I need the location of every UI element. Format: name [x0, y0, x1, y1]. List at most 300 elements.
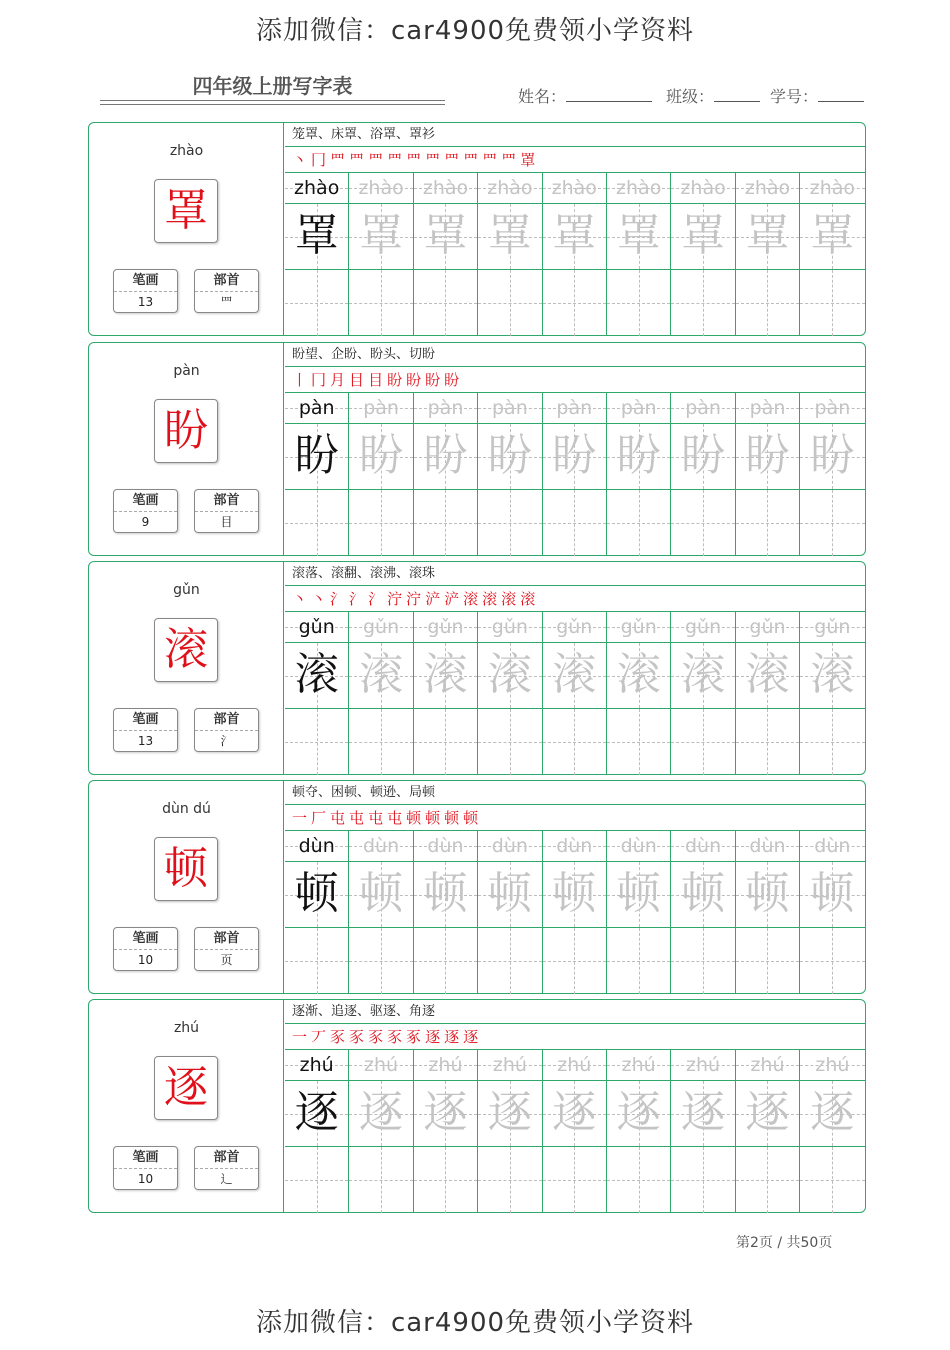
character-cell[interactable] — [607, 862, 671, 928]
pinyin-trace: gǔn — [363, 616, 400, 638]
character-trace: 顿 — [681, 868, 726, 919]
pinyin-cell[interactable] — [285, 612, 349, 643]
pinyin-cell[interactable] — [671, 831, 735, 862]
character-pinyin: zhào — [169, 143, 204, 159]
character-pinyin: pàn — [173, 363, 200, 379]
pinyin-cell[interactable] — [414, 612, 478, 643]
practice-panel — [285, 1000, 865, 1212]
stroke-step: 罒 — [387, 151, 403, 169]
blank-practice-cell[interactable] — [543, 709, 607, 775]
pinyin-trace: dùn — [298, 835, 335, 857]
stroke-step: 罒 — [330, 151, 346, 169]
practice-grid — [285, 173, 865, 336]
pinyin-trace: gǔn — [298, 616, 335, 638]
character-trace: 逐 — [681, 1087, 726, 1138]
class-blank[interactable] — [714, 88, 760, 102]
pinyin-cell[interactable] — [478, 612, 542, 643]
character-trace: 罩 — [294, 210, 339, 261]
pinyin-trace: zhào — [744, 177, 791, 199]
strokes-label: 笔画 — [114, 490, 177, 512]
character-cell[interactable] — [800, 643, 864, 709]
pinyin-trace: pàn — [814, 397, 851, 419]
stroke-step: 丶 — [292, 151, 308, 169]
blank-practice-cell[interactable] — [478, 270, 542, 336]
stroke-step: 一 — [292, 1028, 308, 1046]
blank-practice-cell[interactable] — [285, 270, 349, 336]
pinyin-cell[interactable] — [478, 393, 542, 424]
radical-value: 罒 — [220, 295, 233, 309]
character-cell[interactable] — [285, 1081, 349, 1147]
pinyin-trace: zhào — [551, 177, 597, 199]
character-card — [88, 122, 866, 336]
strokes-count: 13 — [137, 295, 154, 309]
character-trace: 顿 — [745, 868, 790, 919]
character-trace: 罩 — [810, 210, 855, 261]
title-underline — [100, 100, 445, 101]
character-trace: 盼 — [616, 430, 661, 481]
strokes-count-box — [113, 489, 178, 533]
pinyin-trace: gǔn — [491, 616, 528, 638]
stroke-step: 罒 — [368, 151, 384, 169]
stroke-step: 罒 — [482, 151, 498, 169]
character-cell[interactable] — [607, 1081, 671, 1147]
pinyin-trace: pàn — [556, 397, 593, 419]
character-trace: 逐 — [616, 1087, 661, 1138]
blank-practice-cell[interactable] — [800, 270, 864, 336]
blank-practice-cell[interactable] — [543, 1147, 607, 1213]
strokes-count-box — [113, 269, 178, 313]
pinyin-trace: gǔn — [814, 616, 851, 638]
character-cell[interactable] — [414, 1081, 478, 1147]
blank-practice-cell[interactable] — [800, 490, 864, 556]
radical-value: 目 — [220, 515, 233, 529]
blank-practice-cell[interactable] — [736, 1147, 800, 1213]
character-cell[interactable] — [543, 643, 607, 709]
character-trace: 逐 — [294, 1087, 339, 1138]
practice-grid — [285, 393, 865, 556]
character-trace: 罩 — [423, 210, 468, 261]
character-cell[interactable] — [800, 862, 864, 928]
example-words: 滚落、滚翻、滚沸、滚珠 — [285, 562, 865, 586]
stroke-step: 豕 — [387, 1028, 403, 1046]
character-cell[interactable] — [671, 424, 735, 490]
blank-practice-cell[interactable] — [285, 928, 349, 994]
pinyin-trace: pàn — [427, 397, 464, 419]
character-trace: 滚 — [552, 649, 597, 700]
strokes-label: 笔画 — [114, 1147, 177, 1169]
pinyin-trace: zhú — [364, 1054, 399, 1076]
radical-value: 氵 — [220, 734, 233, 748]
blank-practice-cell[interactable] — [671, 709, 735, 775]
character-cell[interactable] — [607, 643, 671, 709]
blank-practice-cell[interactable] — [607, 270, 671, 336]
blank-practice-cell[interactable] — [543, 270, 607, 336]
pinyin-cell[interactable] — [478, 1050, 542, 1081]
character-trace: 罩 — [681, 210, 726, 261]
blank-practice-cell[interactable] — [736, 928, 800, 994]
stroke-step: 冂 — [311, 151, 327, 169]
blank-practice-cell[interactable] — [349, 928, 413, 994]
character-cell[interactable] — [736, 643, 800, 709]
blank-practice-cell[interactable] — [736, 490, 800, 556]
character-cell[interactable] — [349, 424, 413, 490]
character-trace: 滚 — [359, 649, 404, 700]
pinyin-cell[interactable] — [671, 1050, 735, 1081]
blank-practice-cell[interactable] — [285, 709, 349, 775]
character-cell[interactable] — [478, 424, 542, 490]
character-cell[interactable] — [349, 862, 413, 928]
pinyin-cell[interactable] — [543, 831, 607, 862]
character-trace: 逐 — [745, 1087, 790, 1138]
stroke-step: 豕 — [368, 1028, 384, 1046]
stroke-step: 丨 — [292, 371, 308, 389]
name-label: 姓名： — [518, 87, 567, 106]
stroke-step: 一 — [292, 809, 308, 827]
character-trace: 盼 — [810, 430, 855, 481]
pinyin-cell[interactable] — [349, 173, 413, 204]
pinyin-cell[interactable] — [671, 173, 735, 204]
blank-practice-cell[interactable] — [478, 709, 542, 775]
stroke-step: 氵 — [349, 590, 365, 608]
character-cell[interactable] — [800, 424, 864, 490]
pinyin-cell[interactable] — [736, 1050, 800, 1081]
strokes-count-box — [113, 927, 178, 971]
pinyin-cell[interactable] — [285, 831, 349, 862]
character-trace: 顿 — [487, 868, 532, 919]
character-cell[interactable] — [349, 204, 413, 270]
blank-practice-cell[interactable] — [349, 1147, 413, 1213]
character-cell[interactable] — [671, 862, 735, 928]
character-cell[interactable] — [414, 643, 478, 709]
blank-practice-cell[interactable] — [671, 928, 735, 994]
character-cell[interactable] — [607, 424, 671, 490]
character-trace: 盼 — [294, 430, 339, 481]
stroke-step: 罒 — [501, 151, 517, 169]
character-trace: 顿 — [294, 868, 339, 919]
character-trace: 盼 — [487, 430, 532, 481]
pinyin-cell[interactable] — [607, 612, 671, 643]
pinyin-cell[interactable] — [285, 393, 349, 424]
radical-box — [194, 269, 259, 313]
student-id-field[interactable] — [770, 84, 864, 107]
pinyin-cell[interactable] — [736, 393, 800, 424]
stroke-step: 目 — [349, 371, 365, 389]
character-cell[interactable] — [736, 862, 800, 928]
pinyin-cell[interactable] — [349, 612, 413, 643]
blank-practice-cell[interactable] — [543, 490, 607, 556]
character-cell[interactable] — [607, 204, 671, 270]
pinyin-trace: gǔn — [620, 616, 657, 638]
pinyin-cell[interactable] — [671, 612, 735, 643]
pinyin-cell[interactable] — [414, 1050, 478, 1081]
character-display: 逐 — [154, 1056, 218, 1120]
watermark-banner-top: 添加微信：car4900免费领小学资料 — [255, 16, 695, 46]
blank-practice-cell[interactable] — [736, 270, 800, 336]
stroke-step: 罒 — [444, 151, 460, 169]
stroke-step: 丶 — [292, 590, 308, 608]
character-card — [88, 780, 866, 994]
character-cell[interactable] — [414, 862, 478, 928]
pinyin-cell[interactable] — [414, 831, 478, 862]
radical-value: 辶 — [220, 1172, 233, 1186]
watermark-banner-bottom: 添加微信：car4900免费领小学资料 — [255, 1308, 695, 1338]
stroke-step: 屯 — [330, 809, 346, 827]
character-trace: 顿 — [810, 868, 855, 919]
character-trace: 罩 — [616, 210, 661, 261]
pinyin-trace: pàn — [363, 397, 399, 419]
pinyin-cell[interactable] — [543, 612, 607, 643]
pinyin-cell[interactable] — [285, 1050, 349, 1081]
pinyin-trace: zhú — [815, 1054, 850, 1076]
pinyin-trace: zhú — [557, 1054, 592, 1076]
blank-practice-cell[interactable] — [414, 270, 478, 336]
stroke-step: 盼 — [425, 371, 441, 389]
stroke-step: 罒 — [406, 151, 422, 169]
example-words: 盼望、企盼、盼头、切盼 — [285, 343, 865, 367]
pinyin-trace: zhào — [680, 177, 726, 199]
character-display: 盼 — [154, 399, 218, 463]
character-cell[interactable] — [543, 1081, 607, 1147]
pinyin-trace: dùn — [491, 835, 528, 857]
character-cell[interactable] — [285, 424, 349, 490]
pinyin-cell[interactable] — [800, 1050, 864, 1081]
strokes-count-box — [113, 1146, 178, 1190]
character-trace: 顿 — [552, 868, 597, 919]
character-info-panel — [89, 781, 284, 993]
pinyin-cell[interactable] — [285, 173, 349, 204]
blank-practice-cell[interactable] — [607, 709, 671, 775]
blank-practice-cell[interactable] — [607, 1147, 671, 1213]
pinyin-cell[interactable] — [800, 612, 864, 643]
blank-practice-cell[interactable] — [736, 709, 800, 775]
stroke-step: 浐 — [425, 590, 441, 608]
pinyin-cell[interactable] — [543, 173, 607, 204]
pinyin-trace: pàn — [620, 397, 657, 419]
character-cell[interactable] — [543, 862, 607, 928]
character-cell[interactable] — [414, 424, 478, 490]
pinyin-trace: zhú — [299, 1054, 334, 1076]
stroke-order — [285, 805, 865, 831]
character-cell[interactable] — [414, 204, 478, 270]
blank-practice-cell[interactable] — [800, 928, 864, 994]
stroke-step: 罒 — [425, 151, 441, 169]
character-trace: 盼 — [359, 430, 404, 481]
strokes-label: 笔画 — [114, 709, 177, 731]
character-cell[interactable] — [543, 204, 607, 270]
character-cell[interactable] — [671, 643, 735, 709]
pinyin-trace: pàn — [685, 397, 721, 419]
character-pinyin: zhú — [173, 1020, 200, 1036]
practice-panel — [285, 781, 865, 993]
radical-label: 部首 — [195, 490, 258, 512]
blank-practice-cell[interactable] — [478, 490, 542, 556]
blank-practice-cell[interactable] — [800, 709, 864, 775]
stroke-step: 盼 — [444, 371, 460, 389]
character-cell[interactable] — [543, 424, 607, 490]
pinyin-cell[interactable] — [349, 1050, 413, 1081]
title-underline-double — [100, 104, 445, 105]
character-trace: 逐 — [810, 1087, 855, 1138]
strokes-count: 13 — [137, 734, 154, 748]
stroke-step: 浐 — [444, 590, 460, 608]
character-card — [88, 342, 866, 556]
stroke-step: 屯 — [387, 809, 403, 827]
stroke-step: 豕 — [330, 1028, 346, 1046]
stroke-step: 冂 — [311, 371, 327, 389]
blank-practice-cell[interactable] — [607, 490, 671, 556]
stroke-step: 目 — [368, 371, 384, 389]
character-trace: 滚 — [423, 649, 468, 700]
stroke-step: 罒 — [463, 151, 479, 169]
pinyin-trace: pàn — [492, 397, 528, 419]
pinyin-cell[interactable] — [414, 173, 478, 204]
strokes-count: 10 — [137, 953, 154, 967]
character-cell[interactable] — [478, 1081, 542, 1147]
character-cell[interactable] — [349, 643, 413, 709]
character-cell[interactable] — [671, 204, 735, 270]
strokes-count: 9 — [141, 515, 150, 529]
blank-practice-cell[interactable] — [414, 1147, 478, 1213]
blank-practice-cell[interactable] — [414, 490, 478, 556]
blank-practice-cell[interactable] — [414, 928, 478, 994]
stroke-step: 厂 — [311, 809, 327, 827]
blank-practice-cell[interactable] — [349, 490, 413, 556]
practice-panel — [285, 123, 865, 335]
pinyin-trace: zhú — [428, 1054, 463, 1076]
blank-practice-cell[interactable] — [349, 709, 413, 775]
pinyin-trace: zhào — [487, 177, 533, 199]
blank-practice-cell[interactable] — [671, 490, 735, 556]
character-cell[interactable] — [736, 424, 800, 490]
radical-box — [194, 927, 259, 971]
class-label: 班级： — [666, 87, 715, 106]
character-trace: 罩 — [745, 210, 790, 261]
pinyin-cell[interactable] — [800, 831, 864, 862]
practice-grid — [285, 612, 865, 775]
pinyin-trace: zhào — [616, 177, 662, 199]
blank-practice-cell[interactable] — [607, 928, 671, 994]
stroke-step: 屯 — [349, 809, 365, 827]
blank-practice-cell[interactable] — [478, 928, 542, 994]
pinyin-trace: dùn — [556, 835, 593, 857]
class-field[interactable] — [666, 84, 760, 107]
blank-practice-cell[interactable] — [478, 1147, 542, 1213]
character-pinyin: dùn dú — [162, 801, 211, 817]
character-cell[interactable] — [349, 1081, 413, 1147]
character-cell[interactable] — [736, 204, 800, 270]
radical-label: 部首 — [195, 270, 258, 292]
stroke-order — [285, 1024, 865, 1050]
stroke-step: 滚 — [463, 590, 479, 608]
character-display: 顿 — [154, 837, 218, 901]
pinyin-cell[interactable] — [607, 1050, 671, 1081]
character-trace: 顿 — [616, 868, 661, 919]
character-trace: 盼 — [423, 430, 468, 481]
character-info-panel — [89, 123, 284, 335]
pinyin-trace: zhú — [750, 1054, 785, 1076]
character-cell[interactable] — [800, 204, 864, 270]
pinyin-trace: pàn — [749, 397, 786, 419]
blank-practice-cell[interactable] — [285, 490, 349, 556]
blank-practice-cell[interactable] — [414, 709, 478, 775]
character-trace: 滚 — [681, 649, 726, 700]
blank-practice-cell[interactable] — [671, 1147, 735, 1213]
character-cell[interactable] — [736, 1081, 800, 1147]
pinyin-trace: dùn — [814, 835, 851, 857]
pinyin-trace: zhú — [621, 1054, 656, 1076]
name-field[interactable] — [518, 84, 652, 107]
stroke-step: 屯 — [368, 809, 384, 827]
stroke-step: 月 — [330, 371, 346, 389]
pinyin-cell[interactable] — [736, 173, 800, 204]
student-id-blank[interactable] — [818, 88, 864, 102]
blank-practice-cell[interactable] — [349, 270, 413, 336]
character-trace: 盼 — [681, 430, 726, 481]
pinyin-cell[interactable] — [736, 831, 800, 862]
pinyin-cell[interactable] — [414, 393, 478, 424]
pinyin-cell[interactable] — [607, 831, 671, 862]
pinyin-cell[interactable] — [543, 393, 607, 424]
student-id-label: 学号： — [770, 87, 819, 106]
character-info-panel — [89, 562, 284, 774]
stroke-step: 豖 — [406, 1028, 422, 1046]
stroke-step: 盼 — [387, 371, 403, 389]
name-blank[interactable] — [566, 88, 652, 102]
radical-label: 部首 — [195, 928, 258, 950]
character-cell[interactable] — [285, 643, 349, 709]
character-display: 滚 — [154, 618, 218, 682]
character-cell[interactable] — [800, 1081, 864, 1147]
character-trace: 滚 — [745, 649, 790, 700]
pinyin-cell[interactable] — [607, 393, 671, 424]
character-cell[interactable] — [478, 643, 542, 709]
pinyin-cell[interactable] — [607, 173, 671, 204]
character-cell[interactable] — [285, 204, 349, 270]
pinyin-cell[interactable] — [349, 393, 413, 424]
pinyin-cell[interactable] — [800, 173, 864, 204]
pinyin-trace: gǔn — [427, 616, 464, 638]
character-cell[interactable] — [285, 862, 349, 928]
character-trace: 盼 — [745, 430, 790, 481]
stroke-order — [285, 147, 865, 173]
pinyin-cell[interactable] — [478, 173, 542, 204]
character-trace: 逐 — [359, 1087, 404, 1138]
pinyin-cell[interactable] — [800, 393, 864, 424]
blank-practice-cell[interactable] — [285, 1147, 349, 1213]
character-cell[interactable] — [478, 862, 542, 928]
stroke-step: 滚 — [520, 590, 536, 608]
radical-box — [194, 1146, 259, 1190]
radical-label: 部首 — [195, 709, 258, 731]
character-cell[interactable] — [478, 204, 542, 270]
stroke-step: 罒 — [349, 151, 365, 169]
practice-grid — [285, 831, 865, 994]
pinyin-cell[interactable] — [349, 831, 413, 862]
pinyin-trace: dùn — [363, 835, 400, 857]
example-words: 顿夺、困顿、顿逊、局顿 — [285, 781, 865, 805]
stroke-step: 逐 — [444, 1028, 460, 1046]
pinyin-trace: zhào — [358, 177, 404, 199]
pinyin-cell[interactable] — [671, 393, 735, 424]
pinyin-cell[interactable] — [478, 831, 542, 862]
blank-practice-cell[interactable] — [800, 1147, 864, 1213]
stroke-step: 滚 — [501, 590, 517, 608]
blank-practice-cell[interactable] — [543, 928, 607, 994]
pinyin-cell[interactable] — [543, 1050, 607, 1081]
blank-practice-cell[interactable] — [671, 270, 735, 336]
pinyin-cell[interactable] — [736, 612, 800, 643]
character-cell[interactable] — [671, 1081, 735, 1147]
